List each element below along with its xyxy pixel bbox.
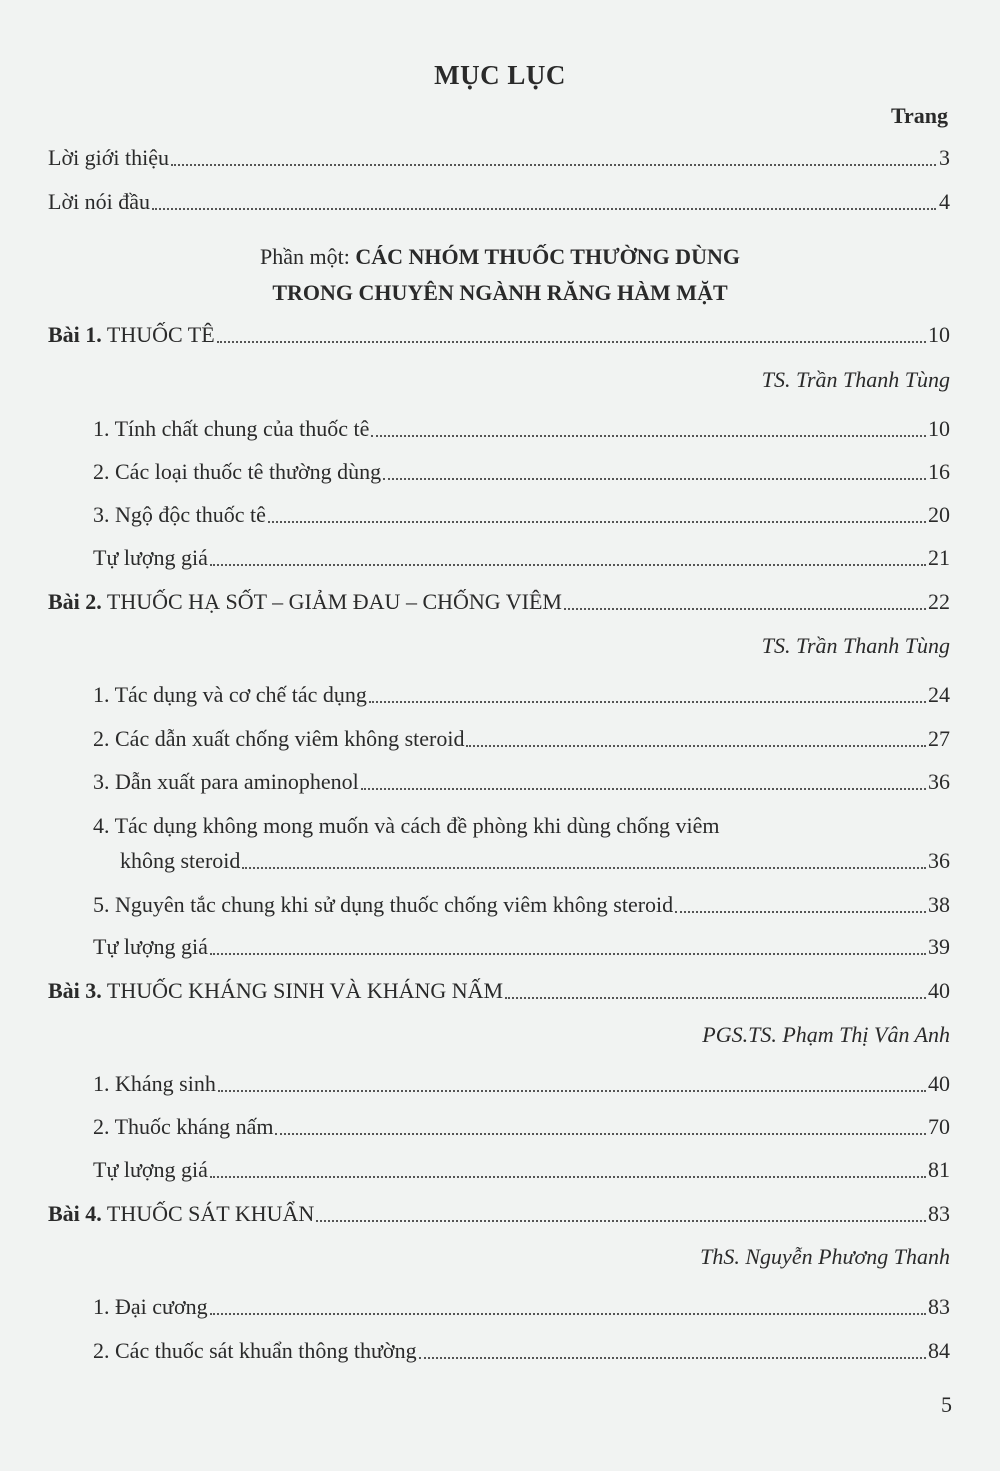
- toc-entry-page: 3: [939, 145, 950, 170]
- dot-leader: [369, 700, 926, 703]
- toc-item[interactable]: [93, 767, 950, 797]
- dot-leader: [218, 1089, 926, 1092]
- dot-leader: [419, 1356, 926, 1359]
- lesson-number: Bài 4.: [48, 1201, 102, 1226]
- toc-entry-page: 16: [928, 459, 950, 484]
- toc-entry-page: 10: [928, 416, 950, 441]
- toc-entry-page: 40: [928, 1071, 950, 1096]
- toc-entry-page: 10: [928, 322, 950, 347]
- toc-item[interactable]: [93, 932, 950, 962]
- part-heading: [0, 240, 1000, 274]
- dot-leader: [371, 434, 926, 437]
- toc-entry-label: 2. Các dẫn xuất chống viêm không steroid: [93, 726, 465, 751]
- lesson-number: Bài 1.: [48, 322, 102, 347]
- toc-item[interactable]: [93, 1112, 950, 1142]
- toc-item[interactable]: [93, 543, 950, 573]
- lesson-title: THUỐC SÁT KHUẨN: [106, 1201, 315, 1226]
- lesson-author: TS. Trần Thanh Tùng: [761, 633, 950, 658]
- toc-entry-label: 2. Thuốc kháng nấm: [93, 1114, 274, 1139]
- toc-entry-page: 38: [928, 892, 950, 917]
- toc-item[interactable]: [120, 846, 950, 876]
- toc-entry-label: Tự lượng giá: [93, 1157, 208, 1182]
- toc-entry-preface[interactable]: [48, 187, 950, 217]
- toc-item[interactable]: [93, 890, 950, 920]
- toc-entry-label: Lời nói đầu: [48, 189, 151, 214]
- toc-entry-page: 70: [928, 1114, 950, 1139]
- toc-entry-intro[interactable]: [48, 143, 950, 173]
- toc-entry-label: Tự lượng giá: [93, 934, 208, 959]
- dot-leader: [242, 866, 926, 869]
- lesson-number: Bài 3.: [48, 978, 102, 1003]
- dot-leader: [268, 520, 926, 523]
- toc-entry-label: 1. Tác dụng và cơ chế tác dụng: [93, 682, 367, 707]
- toc-entry-label-line1: 4. Tác dụng không mong muốn và cách đề phòng khi dùng chống viêm: [93, 813, 720, 838]
- page-column-header: Trang: [890, 103, 948, 128]
- toc-entry-page: 81: [928, 1157, 950, 1182]
- toc-item[interactable]: [93, 1069, 950, 1099]
- toc-entry-page: 20: [928, 502, 950, 527]
- toc-lesson-4[interactable]: [48, 1199, 950, 1229]
- toc-entry-page: 84: [928, 1338, 950, 1363]
- dot-leader: [210, 1312, 926, 1315]
- toc-item[interactable]: [93, 457, 950, 487]
- toc-entry-page: 24: [928, 682, 950, 707]
- toc-entry-page: 4: [939, 189, 950, 214]
- toc-entry-page: 83: [928, 1294, 950, 1319]
- toc-item[interactable]: [93, 414, 950, 444]
- toc-entry-label: 1. Kháng sinh: [93, 1071, 216, 1096]
- dot-leader: [316, 1219, 926, 1222]
- lesson-number: Bài 2.: [48, 589, 102, 614]
- lesson-author: ThS. Nguyễn Phương Thanh: [700, 1244, 950, 1269]
- toc-entry-page: 36: [928, 848, 950, 873]
- toc-lesson-1[interactable]: [48, 320, 950, 350]
- toc-entry-page: 36: [928, 769, 950, 794]
- toc-entry-label: 3. Dẫn xuất para aminophenol: [93, 769, 359, 794]
- part-title-line2: TRONG CHUYÊN NGÀNH RĂNG HÀM MẶT: [272, 280, 728, 305]
- toc-entry-page: 39: [928, 934, 950, 959]
- toc-entry-page: 22: [928, 589, 950, 614]
- toc-entry-label: 3. Ngộ độc thuốc tê: [93, 502, 266, 527]
- lesson-title: THUỐC TÊ: [106, 322, 215, 347]
- dot-leader: [210, 1175, 926, 1178]
- dot-leader: [210, 563, 926, 566]
- dot-leader: [564, 607, 926, 610]
- dot-leader: [152, 207, 936, 210]
- part-title-line1: CÁC NHÓM THUỐC THƯỜNG DÙNG: [355, 244, 740, 269]
- toc-entry-label: Tự lượng giá: [93, 545, 208, 570]
- toc-entry-label: không steroid: [120, 848, 241, 873]
- toc-lesson-2[interactable]: [48, 587, 950, 617]
- dot-leader: [275, 1132, 926, 1135]
- toc-entry-label: 2. Các thuốc sát khuẩn thông thường: [93, 1338, 417, 1363]
- lesson-author: TS. Trần Thanh Tùng: [761, 367, 950, 392]
- lesson-author: PGS.TS. Phạm Thị Vân Anh: [702, 1022, 950, 1047]
- dot-leader: [466, 744, 926, 747]
- page-title: MỤC LỤC: [434, 60, 566, 90]
- dot-leader: [210, 952, 926, 955]
- part-heading-line2: [0, 276, 1000, 310]
- toc-entry-page: 21: [928, 545, 950, 570]
- dot-leader: [505, 996, 926, 999]
- toc-item[interactable]: [93, 680, 950, 710]
- toc-item[interactable]: [93, 500, 950, 530]
- lesson-title: THUỐC KHÁNG SINH VÀ KHÁNG NẤM: [106, 978, 504, 1003]
- dot-leader: [217, 340, 926, 343]
- dot-leader: [361, 787, 926, 790]
- toc-lesson-3[interactable]: [48, 976, 950, 1006]
- toc-entry-label: 2. Các loại thuốc tê thường dùng: [93, 459, 382, 484]
- toc-entry-page: 27: [928, 726, 950, 751]
- toc-entry-page: 40: [928, 978, 950, 1003]
- toc-entry-label: 1. Tính chất chung của thuốc tê: [93, 416, 370, 441]
- toc-entry-page: 83: [928, 1201, 950, 1226]
- toc-item[interactable]: [93, 724, 950, 754]
- toc-item[interactable]: [93, 1336, 950, 1366]
- toc-item[interactable]: [93, 1292, 950, 1322]
- toc-entry-label: 5. Nguyên tắc chung khi sử dụng thuốc chống viêm không steroid: [93, 892, 674, 917]
- dot-leader: [383, 477, 926, 480]
- toc-entry-label: 1. Đại cương: [93, 1294, 208, 1319]
- toc-entry-label: Lời giới thiệu: [48, 145, 170, 170]
- part-prefix: Phần một:: [260, 244, 356, 269]
- dot-leader: [171, 163, 936, 166]
- dot-leader: [675, 910, 926, 913]
- page-number: 5: [941, 1392, 952, 1417]
- lesson-title: THUỐC HẠ SỐT – GIẢM ĐAU – CHỐNG VIÊM: [106, 589, 562, 614]
- toc-item[interactable]: [93, 1155, 950, 1185]
